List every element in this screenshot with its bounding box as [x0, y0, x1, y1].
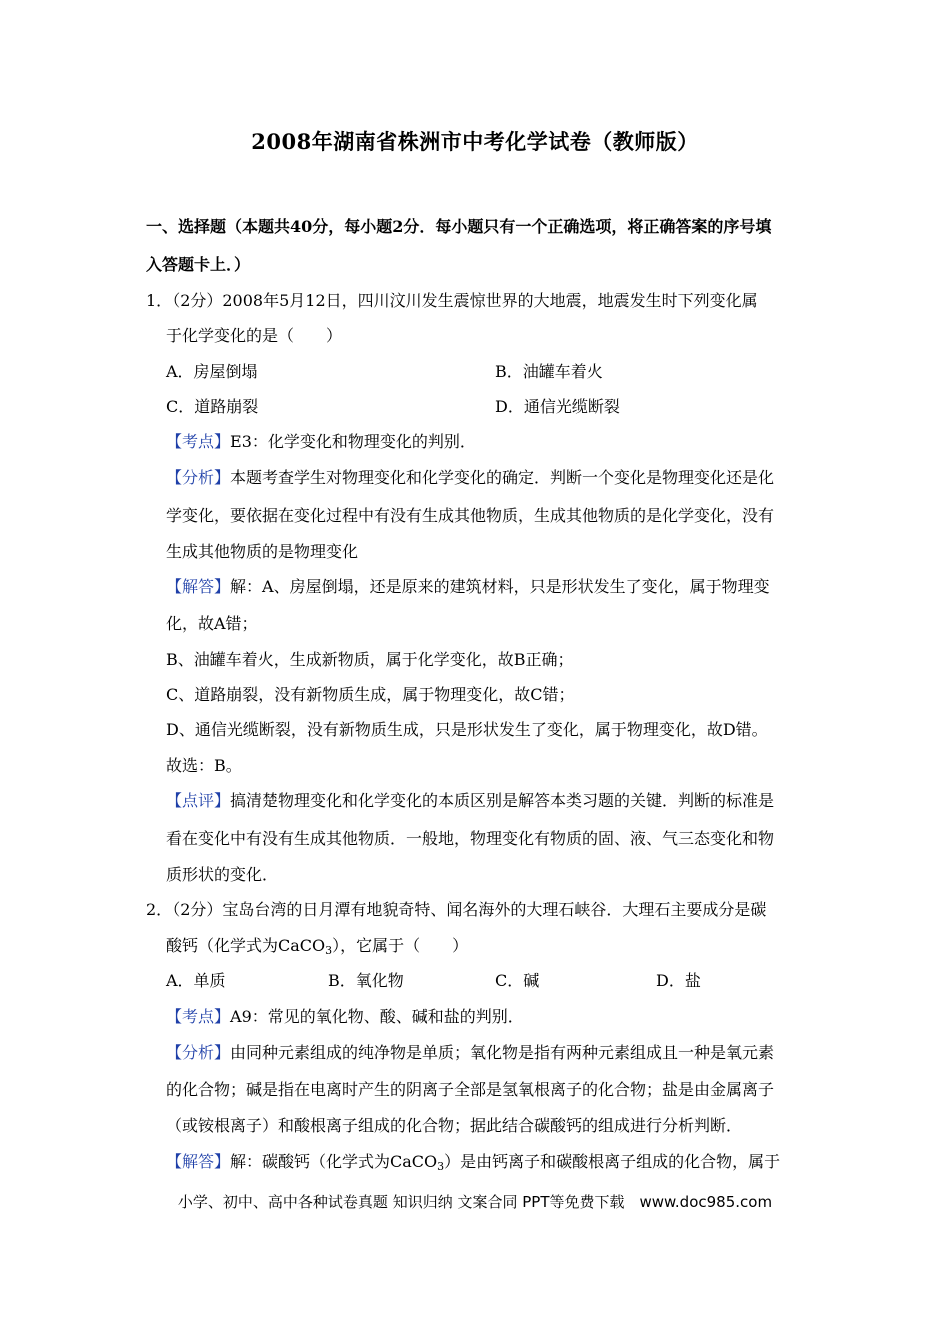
q1-jieda-line6: 故选：B。 — [166, 756, 242, 775]
q2-stem — [146, 899, 766, 921]
kaodian-tag: 【考点】 — [166, 1007, 231, 1026]
q1-option-c: C．道路崩裂 — [166, 397, 259, 416]
q2-jieda-line1-a: 解：碳酸钙（化学式为CaCO — [230, 1152, 438, 1171]
q1-number: 1． — [146, 291, 173, 310]
jieda-tag: 【解答】 — [166, 577, 231, 596]
q2-fenxi-line1: 由同种元素组成的纯净物是单质；氧化物是指有两种元素组成且一种是氧元素 — [230, 1043, 775, 1062]
q2-option-b: B．氧化物 — [328, 971, 404, 990]
q1-stem-line2: 于化学变化的是（ ） — [166, 326, 343, 345]
q1-stem — [146, 290, 758, 312]
q2-stem-line2-b: ），它属于（ ） — [332, 936, 469, 955]
q1-kaodian-text: E3：化学变化和物理变化的判别． — [230, 432, 476, 451]
q1-dianping-line3: 质形状的变化． — [166, 865, 279, 884]
page-title: 2008年湖南省株洲市中考化学试卷（教师版） — [251, 129, 699, 154]
fenxi-tag: 【分析】 — [166, 1043, 231, 1062]
jieda-tag: 【解答】 — [166, 1152, 231, 1171]
page-footer: 小学、初中、高中各种试卷真题 知识归纳 文案合同 PPT等免费下载 www.doc985.com — [177, 1193, 773, 1211]
q1-option-d: D．通信光缆断裂 — [495, 397, 620, 416]
q2-stem-line2-a: 酸钙（化学式为CaCO — [166, 936, 326, 955]
q1-option-b: B．油罐车着火 — [495, 362, 603, 381]
q1-fenxi-line1: 本题考查学生对物理变化和化学变化的确定．判断一个变化是物理变化还是化 — [230, 468, 775, 487]
q1-fenxi — [166, 467, 774, 489]
q2-option-a: A．单质 — [166, 971, 226, 990]
q2-stem-line1: （2分）宝岛台湾的日月潭有地貌奇特、闻名海外的大理石峡谷．大理石主要成分是碳 — [172, 900, 767, 919]
q1-option-a: A．房屋倒塌 — [166, 362, 258, 381]
q2-jieda-subscript: 3 — [437, 1160, 445, 1173]
q1-stem-line1: （2分）2008年5月12日，四川汶川发生震惊世界的大地震，地震发生时下列变化属 — [172, 291, 758, 310]
q1-kaodian — [166, 431, 476, 453]
q1-jieda — [166, 576, 770, 598]
q2-jieda-line1-b: ）是由钙离子和碳酸根离子组成的化合物，属于 — [444, 1152, 781, 1171]
q2-fenxi-line2: 的化合物；碱是指在电离时产生的阴离子全部是氢氧根离子的化合物；盐是由金属离子 — [166, 1080, 775, 1099]
q2-kaodian-text: A9：常见的氧化物、酸、碱和盐的判别． — [230, 1007, 524, 1026]
q2-option-d: D．盐 — [656, 971, 701, 990]
q1-jieda-line5: D、通信光缆断裂，没有新物质生成，只是形状发生了变化，属于物理变化，故D错。 — [166, 720, 768, 739]
q2-jieda — [166, 1151, 780, 1173]
section-heading-line1: 一、选择题（本题共40分，每小题2分．每小题只有一个正确选项，将正确答案的序号填 — [146, 217, 772, 236]
q1-dianping-line2: 看在变化中有没有生成其他物质．一般地，物理变化有物质的固、液、气三态变化和物 — [166, 829, 775, 848]
q1-jieda-line4: C、道路崩裂，没有新物质生成，属于物理变化，故C错； — [166, 685, 575, 704]
q2-option-c: C．碱 — [495, 971, 540, 990]
q1-jieda-line3: B、油罐车着火，生成新物质，属于化学变化，故B正确； — [166, 650, 574, 669]
q2-kaodian — [166, 1006, 524, 1028]
q1-jieda-line1: 解：A、房屋倒塌，还是原来的建筑材料，只是形状发生了变化，属于物理变 — [230, 577, 770, 596]
dianping-tag: 【点评】 — [166, 791, 231, 810]
q1-dianping — [166, 790, 774, 812]
fenxi-tag: 【分析】 — [166, 468, 231, 487]
q1-jieda-line2: 化，故A错； — [166, 614, 258, 633]
q1-fenxi-line2: 学变化，要依据在变化过程中有没有生成其他物质，生成其他物质的是化学变化，没有 — [166, 506, 775, 525]
section-heading-line2: 入答题卡上．） — [146, 255, 251, 274]
kaodian-tag: 【考点】 — [166, 432, 231, 451]
q1-dianping-line1: 搞清楚物理变化和化学变化的本质区别是解答本类习题的关键．判断的标准是 — [230, 791, 775, 810]
q2-fenxi-line3: （或铵根离子）和酸根离子组成的化合物；据此结合碳酸钙的组成进行分析判断． — [166, 1116, 743, 1135]
q1-fenxi-line3: 生成其他物质的是物理变化 — [166, 542, 359, 561]
q2-stem-subscript: 3 — [325, 944, 333, 957]
q2-number: 2． — [146, 900, 173, 919]
q2-fenxi — [166, 1042, 774, 1064]
q2-stem-line2 — [166, 935, 468, 957]
